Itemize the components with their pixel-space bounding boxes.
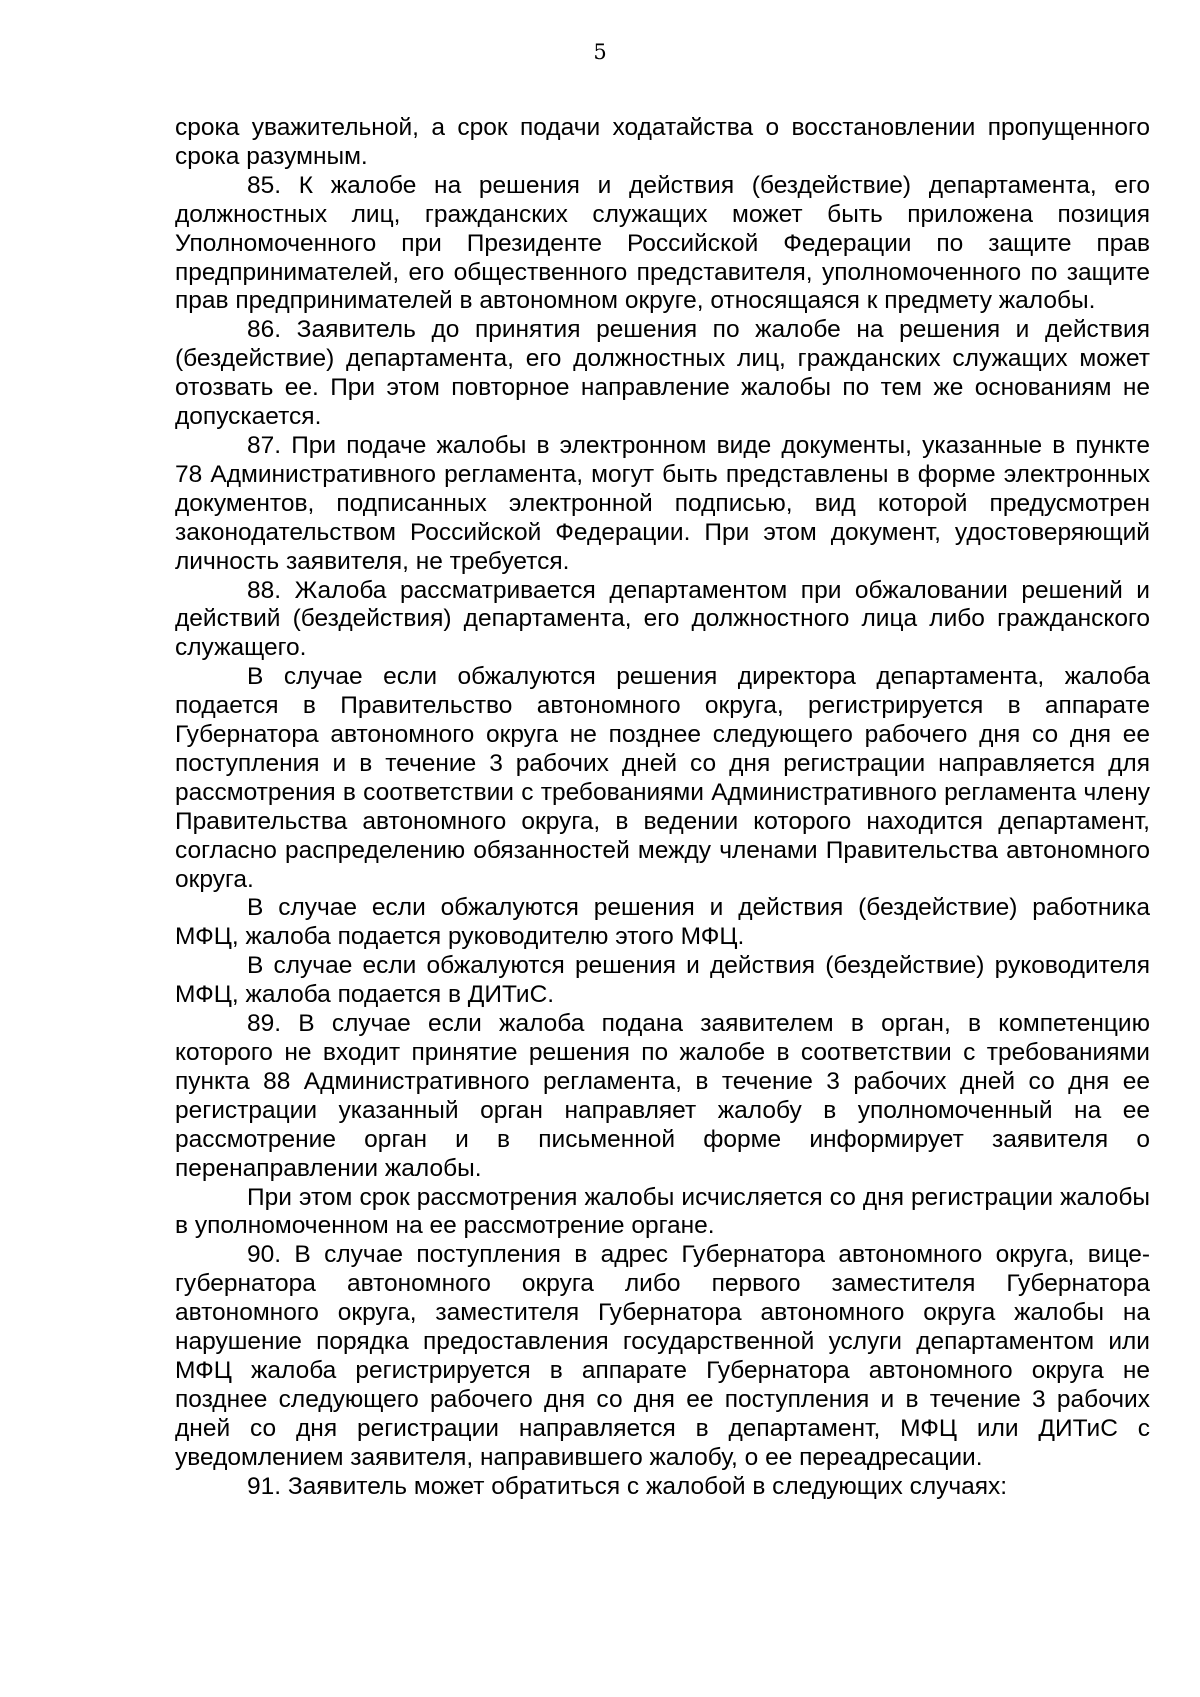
paragraph-87: 87. При подаче жалобы в электронном виде документы, указанные в пункте 78 Административного регламента, могут быть представлены в форме электронных документов, подписанных электронной подписью, вид которой предусмотрен законодательством Российской Федерации. При этом документ, удостоверяющий личность заявителя, не требуется. xyxy=(175,431,1150,575)
paragraph-88-director-case: В случае если обжалуются решения директора департамента, жалоба подается в Правительство автономного округа, регистрируется в аппарате Губернатора автономного округа не позднее следующего рабочего дня со дня ее поступления и в течение 3 рабочих дней со дня регистрации направляется для рассмотрения в соответствии с требованиями Административного регламента члену Правительства автономного округа, в ведении которого находится департамент, согласно распределению обязанностей между членами Правительства автономного округа. xyxy=(175,663,1150,893)
paragraph-88: 88. Жалоба рассматривается департаментом при обжаловании решений и действий (бездействия) департамента, его должностного лица либо гражданского служащего. xyxy=(175,576,1150,662)
paragraph-86: 86. Заявитель до принятия решения по жалобе на решения и действия (бездействие) департамента, его должностных лиц, гражданских служащих может отозвать ее. При этом повторное направление жалобы по тем же основаниям не допускается. xyxy=(175,316,1150,431)
paragraph-88-mfc-worker-case: В случае если обжалуются решения и действия (бездействие) работника МФЦ, жалоба подается руководителю этого МФЦ. xyxy=(175,894,1150,951)
page-number: 5 xyxy=(593,40,607,64)
paragraph-89: 89. В случае если жалоба подана заявителем в орган, в компетенцию которого не входит принятие решения по жалобе в соответствии с требованиями пункта 88 Административного регламента, в течение 3 рабочих дней со дня ее регистрации указанный орган направляет жалобу в уполномоченный на ее рассмотрение орган и в письменной форме информирует заявителя о перенаправлении жалобы. xyxy=(175,1010,1150,1182)
paragraph-85: 85. К жалобе на решения и действия (бездействие) департамента, его должностных лиц, гражданских служащих может быть приложена позиция Уполномоченного при Президенте Российской Федерации по защите прав предпринимателей, его общественного представителя, уполномоченного по защите прав предпринимателей в автономном округе, относящаяся к предмету жалобы. xyxy=(175,171,1150,315)
paragraph-91: 91. Заявитель может обратиться с жалобой в следующих случаях: xyxy=(247,1472,1008,1500)
paragraph-90: 90. В случае поступления в адрес Губернатора автономного округа, вице-губернатора автономного округа либо первого заместителя Губернатора автономного округа, заместителя Губернатора автономного округа жалобы на нарушение порядка предоставления государственной услуги департаментом или МФЦ жалоба регистрируется в аппарате Губернатора автономного округа не позднее следующего рабочего дня со дня ее поступления и в течение 3 рабочих дней со дня регистрации направляется в департамент, МФЦ или ДИТиС с уведомлением заявителя, направившего жалобу, о ее переадресации. xyxy=(175,1241,1150,1471)
paragraph-89-term: При этом срок рассмотрения жалобы исчисляется со дня регистрации жалобы в уполномоченном на ее рассмотрение органе. xyxy=(175,1183,1150,1240)
paragraph-88-mfc-head-case: В случае если обжалуются решения и действия (бездействие) руководителя МФЦ, жалоба подается в ДИТиС. xyxy=(175,952,1150,1009)
document-body xyxy=(175,114,1150,1502)
paragraph-continuation: срока уважительной, а срок подачи ходатайства о восстановлении пропущенного срока разумным. xyxy=(175,114,1150,170)
